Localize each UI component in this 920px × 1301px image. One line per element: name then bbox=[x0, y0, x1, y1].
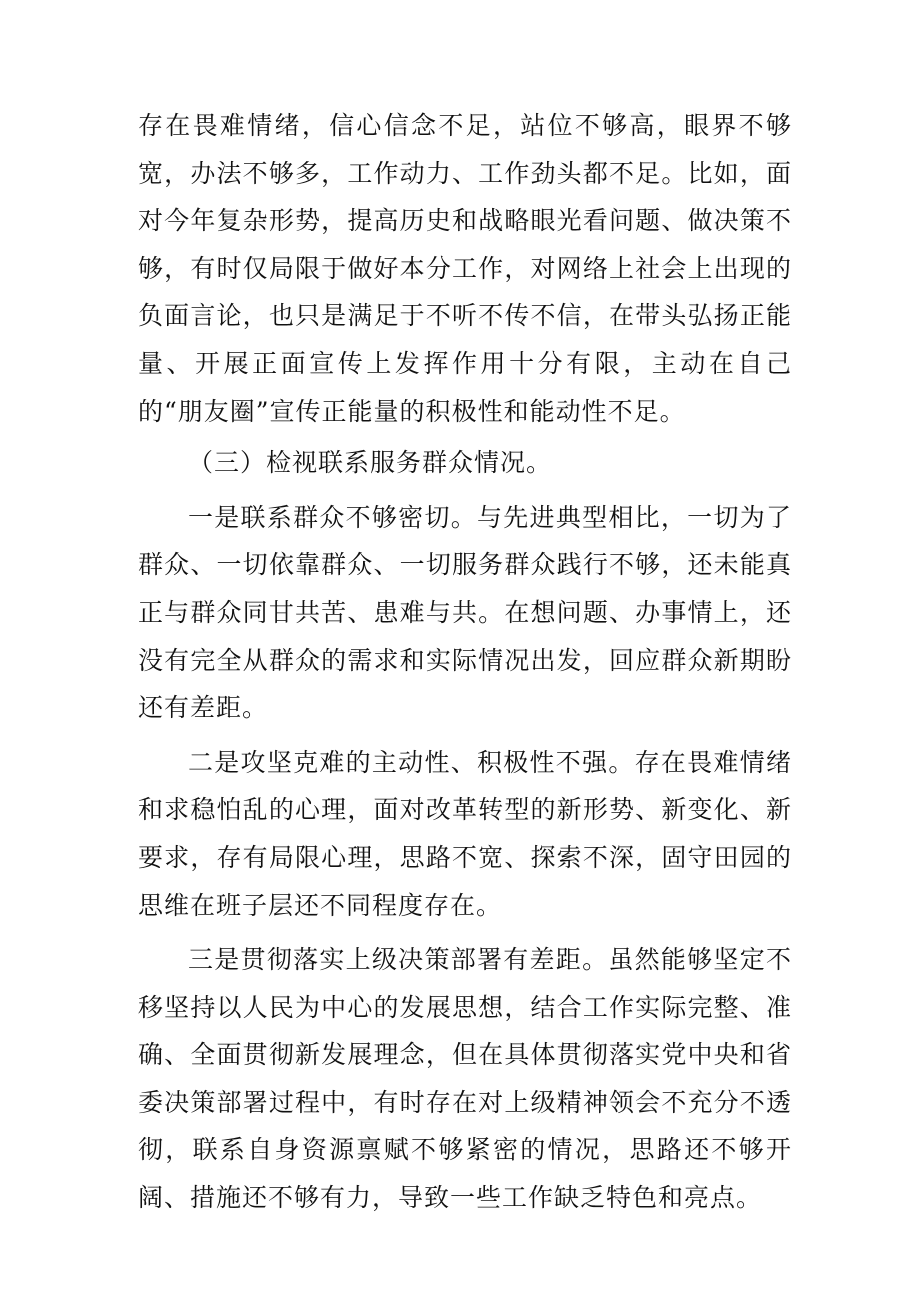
paragraph-contact-masses bbox=[138, 494, 792, 732]
paragraph-text: 存在畏难情绪和求稳怕乱的心理，面对改革转型的新形势、新变化、新要求，存有局限心理，思路不宽、探索不深，固守田园的思维在班子层还不同程度存在。 bbox=[138, 747, 792, 920]
paragraph-lead: 三是贯彻落实上级决策部署有差距。 bbox=[188, 945, 609, 975]
section-heading bbox=[138, 439, 792, 487]
paragraph-lead: 二是攻坚克难的主动性、积极性不强。 bbox=[188, 747, 635, 777]
paragraph-text: 与先进典型相比，一切为了群众、一切依靠群众、一切服务群众践行不够，还未能真正与群众同甘共苦、患难与共。在想问题、办事情上，还没有完全从群众的需求和实际情况出发，回应群众新期盼还有差距。 bbox=[138, 502, 792, 723]
paragraph-text: 虽然能够坚定不移坚持以人民为中心的发展思想，结合工作实际完整、准确、全面贯彻新发展理念，但在具体贯彻落实党中央和省委决策部署过程中，有时存在对上级精神领会不充分不透彻，联系自身资源禀赋不够紧密的情况，思路还不够开阔、措施还不够有力，导致一些工作缺乏特色和亮点。 bbox=[138, 945, 792, 1213]
section-heading-text: （三）检视联系服务群众情况。 bbox=[188, 448, 553, 478]
paragraph-text: 存在畏难情绪，信心信念不足，站位不够高，眼界不够宽，办法不够多，工作动力、工作劲头都不足。比如，面对今年复杂形势，提高历史和战略眼光看问题、做决策不够，有时仅局限于做好本分工作，对网络上社会上出现的负面言论，也只是满足于不听不传不信，在带头弘扬正能量、开展正面宣传上发挥作用十分有限，主动在自己的“朋友圈”宣传正能量的积极性和能动性不足。 bbox=[138, 111, 792, 426]
continuation-paragraph bbox=[138, 102, 792, 435]
paragraph-implement-decisions bbox=[138, 936, 792, 1222]
paragraph-lead: 一是联系群众不够密切。 bbox=[188, 502, 477, 532]
document-page bbox=[138, 102, 792, 1222]
paragraph-tackle-difficulties bbox=[138, 739, 792, 929]
